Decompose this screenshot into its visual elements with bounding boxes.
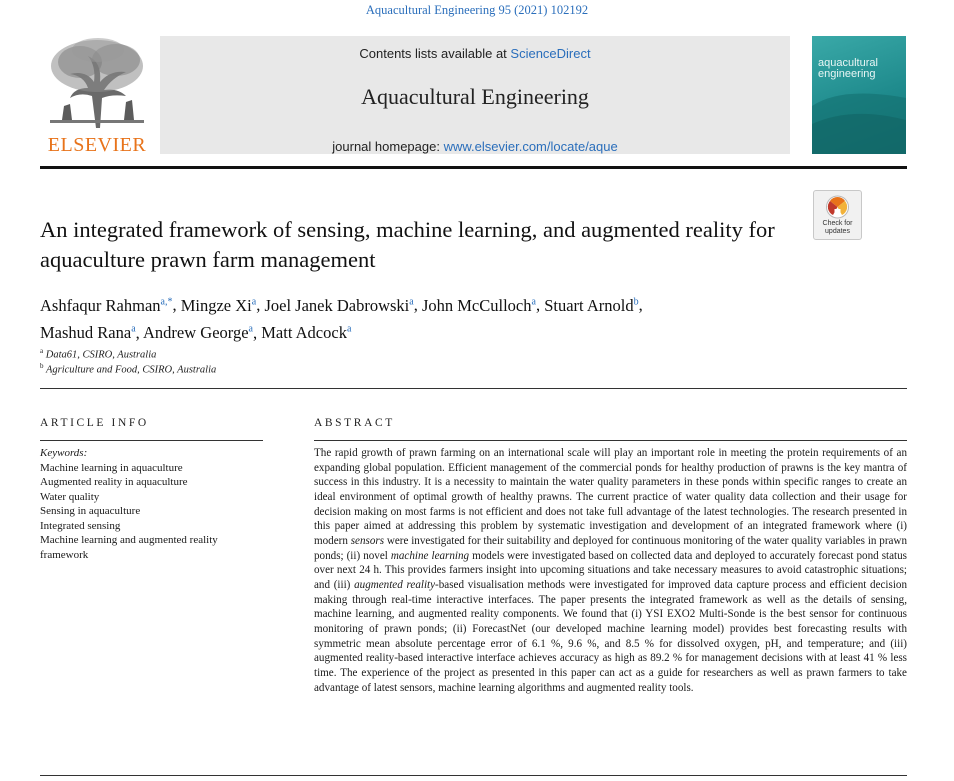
keyword-item: Machine learning and augmented reality framework	[40, 534, 218, 561]
author[interactable]	[264, 296, 413, 315]
abstract-heading: ABSTRACT	[314, 417, 395, 429]
keywords-block	[40, 446, 260, 562]
contents-line	[160, 46, 790, 61]
affiliation-text: Data61, CSIRO, Australia	[45, 349, 157, 361]
author-affiliation-mark[interactable]: a	[346, 323, 352, 335]
author-name[interactable]: John McCulloch	[421, 295, 532, 315]
elsevier-logo[interactable]	[40, 36, 154, 156]
author-name[interactable]: Mashud Rana	[40, 323, 132, 342]
author-name[interactable]: Joel Janek Dabrowski	[264, 295, 410, 315]
author-affiliation-mark[interactable]: b	[633, 296, 639, 307]
affiliation-text: Agriculture and Food, CSIRO, Australia	[45, 364, 217, 376]
keyword-item: Augmented reality in aquaculture	[40, 476, 188, 488]
contents-prefix: Contents lists available at	[359, 46, 511, 61]
check-for-updates-icon	[814, 191, 861, 221]
abstract-text: were investigated for their suitability and deployed for continuous monitoring of the water quality variables in prawn ponds; (ii) novel	[314, 534, 907, 562]
article-info-rule	[40, 440, 263, 441]
publisher-name: ELSEVIER	[47, 134, 147, 156]
sciencedirect-link[interactable]: ScienceDirect	[510, 46, 591, 61]
journal-cover[interactable]	[812, 36, 906, 154]
homepage-prefix: journal homepage:	[332, 139, 444, 154]
cover-title-line2: engineering	[818, 68, 876, 80]
author-name[interactable]: Mingze Xi	[180, 295, 252, 315]
author-list: Ashfaqur Rahman$^{a,*}$, Mingze Xi$^a$, Joel Janek Dabrowski$^a$, John McCulloch$^a$, Stuart Arnold$^b$, Mashud Rana$^a$, Andrew George$^a$, Matt Adcock$^a$	[40, 295, 643, 342]
paper-title: An integrated framework of sensing, machine learning, and augmented reality for aquaculture prawn farm management	[40, 217, 775, 272]
keyword-item: Integrated sensing	[40, 519, 121, 532]
check-for-updates-button[interactable]	[813, 190, 862, 240]
author-name[interactable]: Ashfaqur Rahman	[40, 295, 161, 315]
author-affiliation-mark[interactable]: a	[531, 296, 536, 307]
affiliation-key: a	[40, 347, 44, 355]
author-affiliation-mark[interactable]: a,	[160, 296, 168, 307]
article-info-heading: ARTICLE INFO	[40, 417, 149, 429]
journal-title[interactable]: Aquacultural Engineering	[361, 84, 589, 109]
abstract-emphasis: augmented reality	[354, 578, 436, 591]
affiliation-a	[40, 347, 156, 361]
abstract-text: The rapid growth of prawn farming on an international scale will play an important role in meeting the protein requirements of an expanding global population. Efficient management of the commercial ponds for healthy production of prawns is the key mantra of success in this industry. It is a necessity to maintain the water quality parameters in these ponds within specific ranges to create an ideal environment of optimal growth of healthy prawns. The current practice of water quality data collection and their usage for decision making on most farms is not efficient and does not take full advantage of the latest technologies. The research presented in this paper aimed at addressing this problem by systematic investigation and development of an integrated framework where (i) modern	[314, 447, 907, 547]
check-for-updates-label	[814, 220, 861, 236]
author-affiliation-mark[interactable]: a	[131, 323, 136, 335]
author-name[interactable]: Andrew George	[143, 323, 249, 342]
author[interactable]	[181, 296, 256, 315]
abstract-body	[314, 446, 907, 695]
cover-title	[818, 58, 878, 80]
journal-citation[interactable]: Aquacultural Engineering 95 (2021) 102192	[365, 3, 589, 17]
keyword-item: Sensing in aquaculture	[40, 505, 141, 517]
author[interactable]	[40, 296, 172, 315]
elsevier-tree-logo-icon	[40, 36, 154, 132]
section-rule	[40, 388, 907, 389]
keyword-item: Water quality	[40, 490, 100, 503]
homepage-link[interactable]: www.elsevier.com/locate/aque	[443, 139, 618, 154]
author-affiliation-mark[interactable]: a	[248, 323, 253, 335]
affiliation-b	[40, 362, 216, 376]
author-affiliation-mark[interactable]: a	[251, 296, 257, 307]
bottom-rule	[40, 775, 907, 776]
abstract-text: models were investigated based on collected data and deployed to accurately forecast pond status over next 24 h. This provides farmers insight into upcoming situations and take necessary measures to avoid catastrophic situations; and (iii)	[314, 549, 907, 591]
abstract-emphasis: sensors	[350, 534, 385, 547]
author[interactable]	[422, 296, 536, 315]
author[interactable]	[40, 323, 136, 342]
author[interactable]	[143, 323, 253, 342]
cover-title-line1: aquacultural	[818, 57, 878, 69]
author[interactable]	[261, 323, 351, 342]
cover-wave-icon	[812, 36, 906, 154]
abstract-rule	[314, 440, 907, 441]
badge-line2: updates	[825, 228, 850, 235]
abstract-text: -based visualisation methods were investigated for improved data capture process and efficient decision making through real-time interactive interfaces. The paper presents the integrated framework as well as the details of sensing, machine learning, and augmented reality components. We found that (i) YSI EXO2 Multi-Sonde is the best sensor for continuous monitoring of prawn ponds; (ii) ForecastNet (our developed machine learning model) provides best forecasting results with symmetric mean absolute percentage error of 6.1 %, 9.6 %, and 8.5 % for dissolved oxygen, pH, and temperature; and (iii) augmented reality-based interactive interface achieves accuracy as high as 89.2 % for management decisions with at least 41 % less time. The experience of the project as presented in this paper can act as a guide for researchers as well as prawn farmers to take advantage of latest sensors, machine learning algorithms and augmented reality tools.	[314, 578, 908, 694]
author-affiliation-mark[interactable]: a	[409, 296, 414, 307]
header-rule	[40, 166, 907, 169]
corresponding-author-mark[interactable]: *	[167, 296, 173, 307]
keywords-label: Keywords:	[40, 447, 88, 459]
author-name[interactable]: Stuart Arnold	[544, 295, 634, 315]
affiliation-key: b	[40, 362, 44, 370]
author-name[interactable]: Matt Adcock	[261, 323, 347, 342]
homepage-line	[160, 139, 790, 154]
badge-line1: Check for	[822, 220, 853, 227]
keyword-item: Machine learning in aquaculture	[40, 461, 183, 474]
abstract-emphasis: machine learning	[390, 549, 470, 562]
author[interactable]	[544, 296, 638, 315]
